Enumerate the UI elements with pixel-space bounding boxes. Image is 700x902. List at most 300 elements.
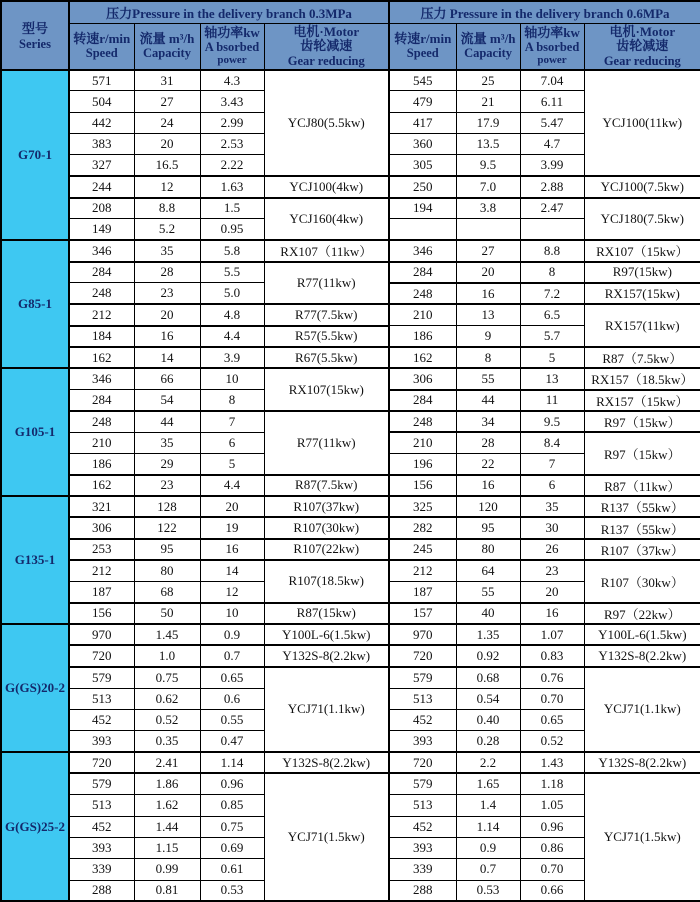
motor-cell: R87(15kw): [264, 603, 389, 624]
table-row: [1, 773, 700, 794]
capacity-cell: 25: [456, 70, 520, 91]
table-row: [1, 304, 700, 325]
capacity-cell: 8: [456, 347, 520, 368]
power-cell: 4.8: [200, 304, 264, 325]
speed-cell: 393: [69, 837, 134, 858]
capacity-cell: 16: [456, 475, 520, 496]
speed-cell: 194: [389, 198, 456, 219]
speed-cell: 162: [69, 347, 134, 368]
speed-cell: 970: [69, 624, 134, 645]
speed-cell: 360: [389, 134, 456, 155]
speed-cell: 149: [69, 219, 134, 240]
capacity-cell: 2.41: [134, 752, 200, 773]
speed-cell: 579: [389, 667, 456, 688]
capacity-cell: 14: [134, 347, 200, 368]
motor-cell: R137（55kw）: [584, 517, 700, 538]
speed-cell: 504: [69, 91, 134, 112]
speed-cell: 513: [69, 688, 134, 709]
speed-cell: 305: [389, 155, 456, 176]
motor-cell: R107（37kw）: [584, 539, 700, 560]
power-cell: 8.4: [520, 432, 584, 453]
speed-cell: 325: [389, 496, 456, 517]
capacity-cell: 54: [134, 390, 200, 411]
capacity-cell: 0.35: [134, 731, 200, 752]
power-cell: 0.96: [200, 773, 264, 794]
capacity-cell: 17.9: [456, 112, 520, 133]
capacity-cell: 22: [456, 454, 520, 475]
series-header-zh: 型号: [21, 21, 48, 37]
power-cell: 5.8: [200, 240, 264, 261]
speed-cell: 970: [389, 624, 456, 645]
motor-cell: YCJ100(11kw): [584, 70, 700, 177]
table-row: [1, 752, 700, 773]
table-row: [1, 262, 700, 283]
power-cell: 0.70: [520, 859, 584, 880]
capacity-cell: 0.53: [456, 880, 520, 901]
power-cell: 0.47: [200, 731, 264, 752]
motor-cell: R77(7.5kw): [264, 304, 389, 325]
motor-cell: R107(30kw): [264, 517, 389, 538]
motor-cell: RX107(15kw): [264, 368, 389, 411]
capacity-cell: 44: [134, 411, 200, 432]
motor-cell: Y132S-8(2.2kw): [264, 645, 389, 666]
capacity-cell: 20: [134, 134, 200, 155]
power-cell: 0.76: [520, 667, 584, 688]
capacity-cell: 1.14: [456, 816, 520, 837]
power-cell: 1.5: [200, 198, 264, 219]
capacity-cell: 0.68: [456, 667, 520, 688]
speed-cell: 248: [389, 283, 456, 304]
speed-cell: 383: [69, 134, 134, 155]
power-cell: 13: [520, 368, 584, 389]
power-cell: 6.11: [520, 91, 584, 112]
motor-cell: RX157（18.5kw）: [584, 368, 700, 389]
motor-cell: YCJ160(4kw): [264, 198, 389, 241]
motor-cell: R87（7.5kw）: [584, 347, 700, 368]
speed-cell: 346: [69, 368, 134, 389]
speed-cell: 417: [389, 112, 456, 133]
speed-cell: 346: [389, 240, 456, 261]
capacity-cell: [456, 219, 520, 240]
capacity-cell: 1.86: [134, 773, 200, 794]
capacity-cell: 1.0: [134, 645, 200, 666]
series-cell: G105-1: [1, 368, 69, 496]
speed-cell: 187: [69, 581, 134, 602]
table-row: [1, 517, 700, 538]
capacity-cell: 55: [456, 581, 520, 602]
capacity-cell: 122: [134, 517, 200, 538]
speed-cell: 284: [389, 390, 456, 411]
capacity-cell: 0.54: [456, 688, 520, 709]
table-row: [1, 539, 700, 560]
power-cell: 2.53: [200, 134, 264, 155]
speed-cell: 339: [389, 859, 456, 880]
capacity-cell: 34: [456, 411, 520, 432]
power-cell: 11: [520, 390, 584, 411]
capacity-cell: 2.2: [456, 752, 520, 773]
capacity-cell: 1.4: [456, 795, 520, 816]
power-cell: 0.95: [200, 219, 264, 240]
capacity-cell: 95: [456, 517, 520, 538]
speed-cell: 288: [389, 880, 456, 901]
power-cell: [520, 219, 584, 240]
capacity-cell: 68: [134, 581, 200, 602]
motor-cell: YCJ80(5.5kw): [264, 70, 389, 177]
capacity-cell: 0.40: [456, 709, 520, 730]
motor-cell: R107(18.5kw): [264, 560, 389, 603]
power-cell: 30: [520, 517, 584, 538]
motor-cell: R57(5.5kw): [264, 326, 389, 347]
motor-cell: YCJ180(7.5kw): [584, 198, 700, 241]
capacity-cell: 8.8: [134, 198, 200, 219]
motor-cell: YCJ71(1.5kw): [584, 773, 700, 901]
capacity-cell: 23: [134, 283, 200, 304]
speed-cell: 720: [389, 645, 456, 666]
power-cell: 0.85: [200, 795, 264, 816]
motor-cell: R87(7.5kw): [264, 475, 389, 496]
speed-cell: 250: [389, 176, 456, 197]
speed-cell: 452: [389, 816, 456, 837]
speed-cell: [389, 219, 456, 240]
speed-cell: 248: [69, 283, 134, 304]
power-cell: 0.86: [520, 837, 584, 858]
speed-cell: 282: [389, 517, 456, 538]
power-cell: 0.9: [200, 624, 264, 645]
power-cell: 8: [200, 390, 264, 411]
capacity-cell: 1.45: [134, 624, 200, 645]
motor-cell: R77(11kw): [264, 262, 389, 305]
power-cell: 1.43: [520, 752, 584, 773]
capacity-cell: 1.65: [456, 773, 520, 794]
capacity-cell: 80: [134, 560, 200, 581]
capacity-cell: 9.5: [456, 155, 520, 176]
capacity-cell: 0.9: [456, 837, 520, 858]
power-cell: 6: [200, 432, 264, 453]
motor-cell: R97（15kw）: [584, 432, 700, 475]
power-cell: 3.99: [520, 155, 584, 176]
power-cell: 1.05: [520, 795, 584, 816]
speed-cell: 321: [69, 496, 134, 517]
motor-cell: Y100L-6(1.5kw): [584, 624, 700, 645]
capacity-cell: 40: [456, 603, 520, 624]
table-row: [1, 70, 700, 91]
series-cell: G(GS)25-2: [1, 752, 69, 901]
speed-cell: 346: [69, 240, 134, 261]
speed-cell: 720: [69, 752, 134, 773]
speed-cell: 479: [389, 91, 456, 112]
motor-column-header-right: 电机·Motor 齿轮减速 Gear reducing: [584, 23, 700, 70]
power-cell: 6: [520, 475, 584, 496]
power-cell: 6.5: [520, 304, 584, 325]
speed-cell: 162: [389, 347, 456, 368]
power-cell: 5.0: [200, 283, 264, 304]
capacity-cell: 5.2: [134, 219, 200, 240]
power-cell: 7.04: [520, 70, 584, 91]
speed-cell: 513: [69, 795, 134, 816]
capacity-cell: 1.44: [134, 816, 200, 837]
motor-cell: Y132S-8(2.2kw): [264, 752, 389, 773]
power-cell: 3.43: [200, 91, 264, 112]
capacity-cell: 13.5: [456, 134, 520, 155]
capacity-cell: 16: [456, 283, 520, 304]
speed-cell: 545: [389, 70, 456, 91]
capacity-cell: 95: [134, 539, 200, 560]
speed-cell: 210: [389, 304, 456, 325]
power-cell: 4.4: [200, 326, 264, 347]
motor-cell: RX107（11kw）: [264, 240, 389, 261]
power-cell: 0.75: [200, 816, 264, 837]
power-cell: 7.2: [520, 283, 584, 304]
capacity-cell: 16: [134, 326, 200, 347]
capacity-cell: 31: [134, 70, 200, 91]
motor-cell: YCJ71(1.1kw): [584, 667, 700, 752]
capacity-cell: 0.28: [456, 731, 520, 752]
power-cell: 7: [520, 454, 584, 475]
table-row: [1, 624, 700, 645]
speed-cell: 393: [389, 731, 456, 752]
table-row: [1, 496, 700, 517]
table-row: [1, 475, 700, 496]
speed-cell: 196: [389, 454, 456, 475]
table-row: [1, 645, 700, 666]
speed-cell: 288: [69, 880, 134, 901]
power-cell: 5.47: [520, 112, 584, 133]
motor-cell: YCJ100(4kw): [264, 176, 389, 197]
power-cell: 16: [520, 603, 584, 624]
motor-cell: Y132S-8(2.2kw): [584, 752, 700, 773]
speed-cell: 210: [389, 432, 456, 453]
power-cell: 2.88: [520, 176, 584, 197]
power-cell: 14: [200, 560, 264, 581]
power-cell: 1.07: [520, 624, 584, 645]
motor-cell: Y100L-6(1.5kw): [264, 624, 389, 645]
power-cell: 0.65: [520, 709, 584, 730]
motor-cell: R77(11kw): [264, 411, 389, 475]
series-column-header: [1, 1, 69, 70]
speed-cell: 244: [69, 176, 134, 197]
motor-cell: YCJ100(7.5kw): [584, 176, 700, 197]
capacity-cell: 50: [134, 603, 200, 624]
power-cell: 16: [200, 539, 264, 560]
speed-cell: 184: [69, 326, 134, 347]
speed-cell: 513: [389, 688, 456, 709]
capacity-cell: 0.99: [134, 859, 200, 880]
power-cell: 0.55: [200, 709, 264, 730]
power-cell: 2.47: [520, 198, 584, 219]
power-cell: 12: [200, 581, 264, 602]
motor-cell: R97（22kw）: [584, 603, 700, 624]
power-cell: 0.65: [200, 667, 264, 688]
power-cell: 26: [520, 539, 584, 560]
power-cell: 20: [520, 581, 584, 602]
power-cell: 5: [200, 454, 264, 475]
speed-cell: 156: [69, 603, 134, 624]
power-column-header-left: 轴功率kw A bsorbed power: [200, 23, 264, 70]
capacity-cell: 0.52: [134, 709, 200, 730]
motor-cell: RX157(11kw): [584, 304, 700, 347]
capacity-cell: 9: [456, 326, 520, 347]
capacity-cell: 0.7: [456, 859, 520, 880]
table-row: [1, 240, 700, 261]
speed-cell: 339: [69, 859, 134, 880]
speed-cell: 208: [69, 198, 134, 219]
series-cell: G(GS)20-2: [1, 624, 69, 752]
table-header: [1, 1, 700, 70]
table-row: [1, 198, 700, 219]
speed-cell: 212: [69, 560, 134, 581]
pressure-header-0-6mpa: 压力 Pressure in the delivery branch 0.6MPa: [389, 1, 700, 23]
capacity-cell: 64: [456, 560, 520, 581]
speed-cell: 284: [69, 262, 134, 283]
table-row: [1, 560, 700, 581]
speed-cell: 212: [389, 560, 456, 581]
power-cell: 20: [200, 496, 264, 517]
power-cell: 2.22: [200, 155, 264, 176]
speed-cell: 513: [389, 795, 456, 816]
speed-cell: 720: [69, 645, 134, 666]
capacity-cell: 23: [134, 475, 200, 496]
capacity-cell: 1.35: [456, 624, 520, 645]
capacity-cell: 66: [134, 368, 200, 389]
capacity-cell: 3.8: [456, 198, 520, 219]
motor-cell: R107(37kw): [264, 496, 389, 517]
capacity-cell: 0.92: [456, 645, 520, 666]
power-cell: 0.53: [200, 880, 264, 901]
power-cell: 5: [520, 347, 584, 368]
series-cell: G135-1: [1, 496, 69, 624]
speed-cell: 248: [69, 411, 134, 432]
capacity-cell: 128: [134, 496, 200, 517]
power-cell: 10: [200, 368, 264, 389]
speed-cell: 579: [69, 667, 134, 688]
power-cell: 0.52: [520, 731, 584, 752]
speed-cell: 157: [389, 603, 456, 624]
capacity-cell: 24: [134, 112, 200, 133]
power-cell: 4.7: [520, 134, 584, 155]
power-cell: 8.8: [520, 240, 584, 261]
power-cell: 0.7: [200, 645, 264, 666]
power-cell: 19: [200, 517, 264, 538]
motor-column-header-left: 电机·Motor 齿轮减速 Gear reducing: [264, 23, 389, 70]
power-cell: 0.83: [520, 645, 584, 666]
capacity-cell: 0.81: [134, 880, 200, 901]
motor-cell: Y132S-8(2.2kw): [584, 645, 700, 666]
capacity-cell: 80: [456, 539, 520, 560]
power-cell: 0.6: [200, 688, 264, 709]
motor-cell: R107（30kw）: [584, 560, 700, 603]
capacity-cell: 7.0: [456, 176, 520, 197]
motor-cell: R97(15kw): [584, 262, 700, 283]
power-cell: 5.7: [520, 326, 584, 347]
capacity-cell: 0.62: [134, 688, 200, 709]
capacity-cell: 0.75: [134, 667, 200, 688]
speed-cell: 253: [69, 539, 134, 560]
capacity-cell: 27: [134, 91, 200, 112]
capacity-cell: 1.15: [134, 837, 200, 858]
power-cell: 23: [520, 560, 584, 581]
speed-cell: 284: [69, 390, 134, 411]
capacity-cell: 20: [134, 304, 200, 325]
power-cell: 4.3: [200, 70, 264, 91]
speed-cell: 187: [389, 581, 456, 602]
speed-cell: 720: [389, 752, 456, 773]
capacity-cell: 35: [134, 432, 200, 453]
capacity-cell: 16.5: [134, 155, 200, 176]
speed-cell: 452: [69, 816, 134, 837]
table-row: [1, 347, 700, 368]
speed-cell: 186: [389, 326, 456, 347]
speed-cell: 452: [69, 709, 134, 730]
power-cell: 3.9: [200, 347, 264, 368]
motor-cell: RX157（15kw）: [584, 390, 700, 411]
power-cell: 7: [200, 411, 264, 432]
speed-cell: 393: [389, 837, 456, 858]
speed-cell: 186: [69, 454, 134, 475]
table-row: [1, 667, 700, 688]
power-cell: 0.66: [520, 880, 584, 901]
speed-cell: 579: [69, 773, 134, 794]
power-cell: 0.61: [200, 859, 264, 880]
motor-cell: RX107（15kw）: [584, 240, 700, 261]
capacity-cell: 55: [456, 368, 520, 389]
capacity-cell: 20: [456, 262, 520, 283]
series-cell: G85-1: [1, 240, 69, 368]
power-cell: 35: [520, 496, 584, 517]
power-cell: 5.5: [200, 262, 264, 283]
table-row: [1, 368, 700, 389]
power-cell: 1.14: [200, 752, 264, 773]
speed-cell: 245: [389, 539, 456, 560]
capacity-cell: 1.62: [134, 795, 200, 816]
table-row: [1, 603, 700, 624]
table-body: [1, 70, 700, 902]
power-cell: 0.70: [520, 688, 584, 709]
power-cell: 0.69: [200, 837, 264, 858]
speed-column-header-left: 转速r/min Speed: [69, 23, 134, 70]
pressure-header-0-3mpa: 压力Pressure in the delivery branch 0.3MPa: [69, 1, 389, 23]
speed-cell: 452: [389, 709, 456, 730]
speed-cell: 393: [69, 731, 134, 752]
power-cell: 9.5: [520, 411, 584, 432]
motor-cell: YCJ71(1.1kw): [264, 667, 389, 752]
power-cell: 1.18: [520, 773, 584, 794]
capacity-cell: 21: [456, 91, 520, 112]
capacity-cell: 35: [134, 240, 200, 261]
power-column-header-right: 轴功率kw A bsorbed power: [520, 23, 584, 70]
power-cell: 10: [200, 603, 264, 624]
power-cell: 2.99: [200, 112, 264, 133]
speed-cell: 156: [389, 475, 456, 496]
table-row: [1, 411, 700, 432]
capacity-cell: 120: [456, 496, 520, 517]
motor-cell: R97（15kw）: [584, 411, 700, 432]
speed-cell: 571: [69, 70, 134, 91]
speed-cell: 162: [69, 475, 134, 496]
capacity-cell: 29: [134, 454, 200, 475]
motor-cell: R107(22kw): [264, 539, 389, 560]
series-cell: G70-1: [1, 70, 69, 241]
motor-cell: R67(5.5kw): [264, 347, 389, 368]
motor-cell: YCJ71(1.5kw): [264, 773, 389, 901]
speed-cell: 579: [389, 773, 456, 794]
speed-cell: 284: [389, 262, 456, 283]
speed-cell: 327: [69, 155, 134, 176]
capacity-cell: 28: [456, 432, 520, 453]
capacity-column-header-left: 流量 m³/h Capacity: [134, 23, 200, 70]
capacity-column-header-right: 流量 m³/h Capacity: [456, 23, 520, 70]
speed-cell: 248: [389, 411, 456, 432]
capacity-cell: 28: [134, 262, 200, 283]
